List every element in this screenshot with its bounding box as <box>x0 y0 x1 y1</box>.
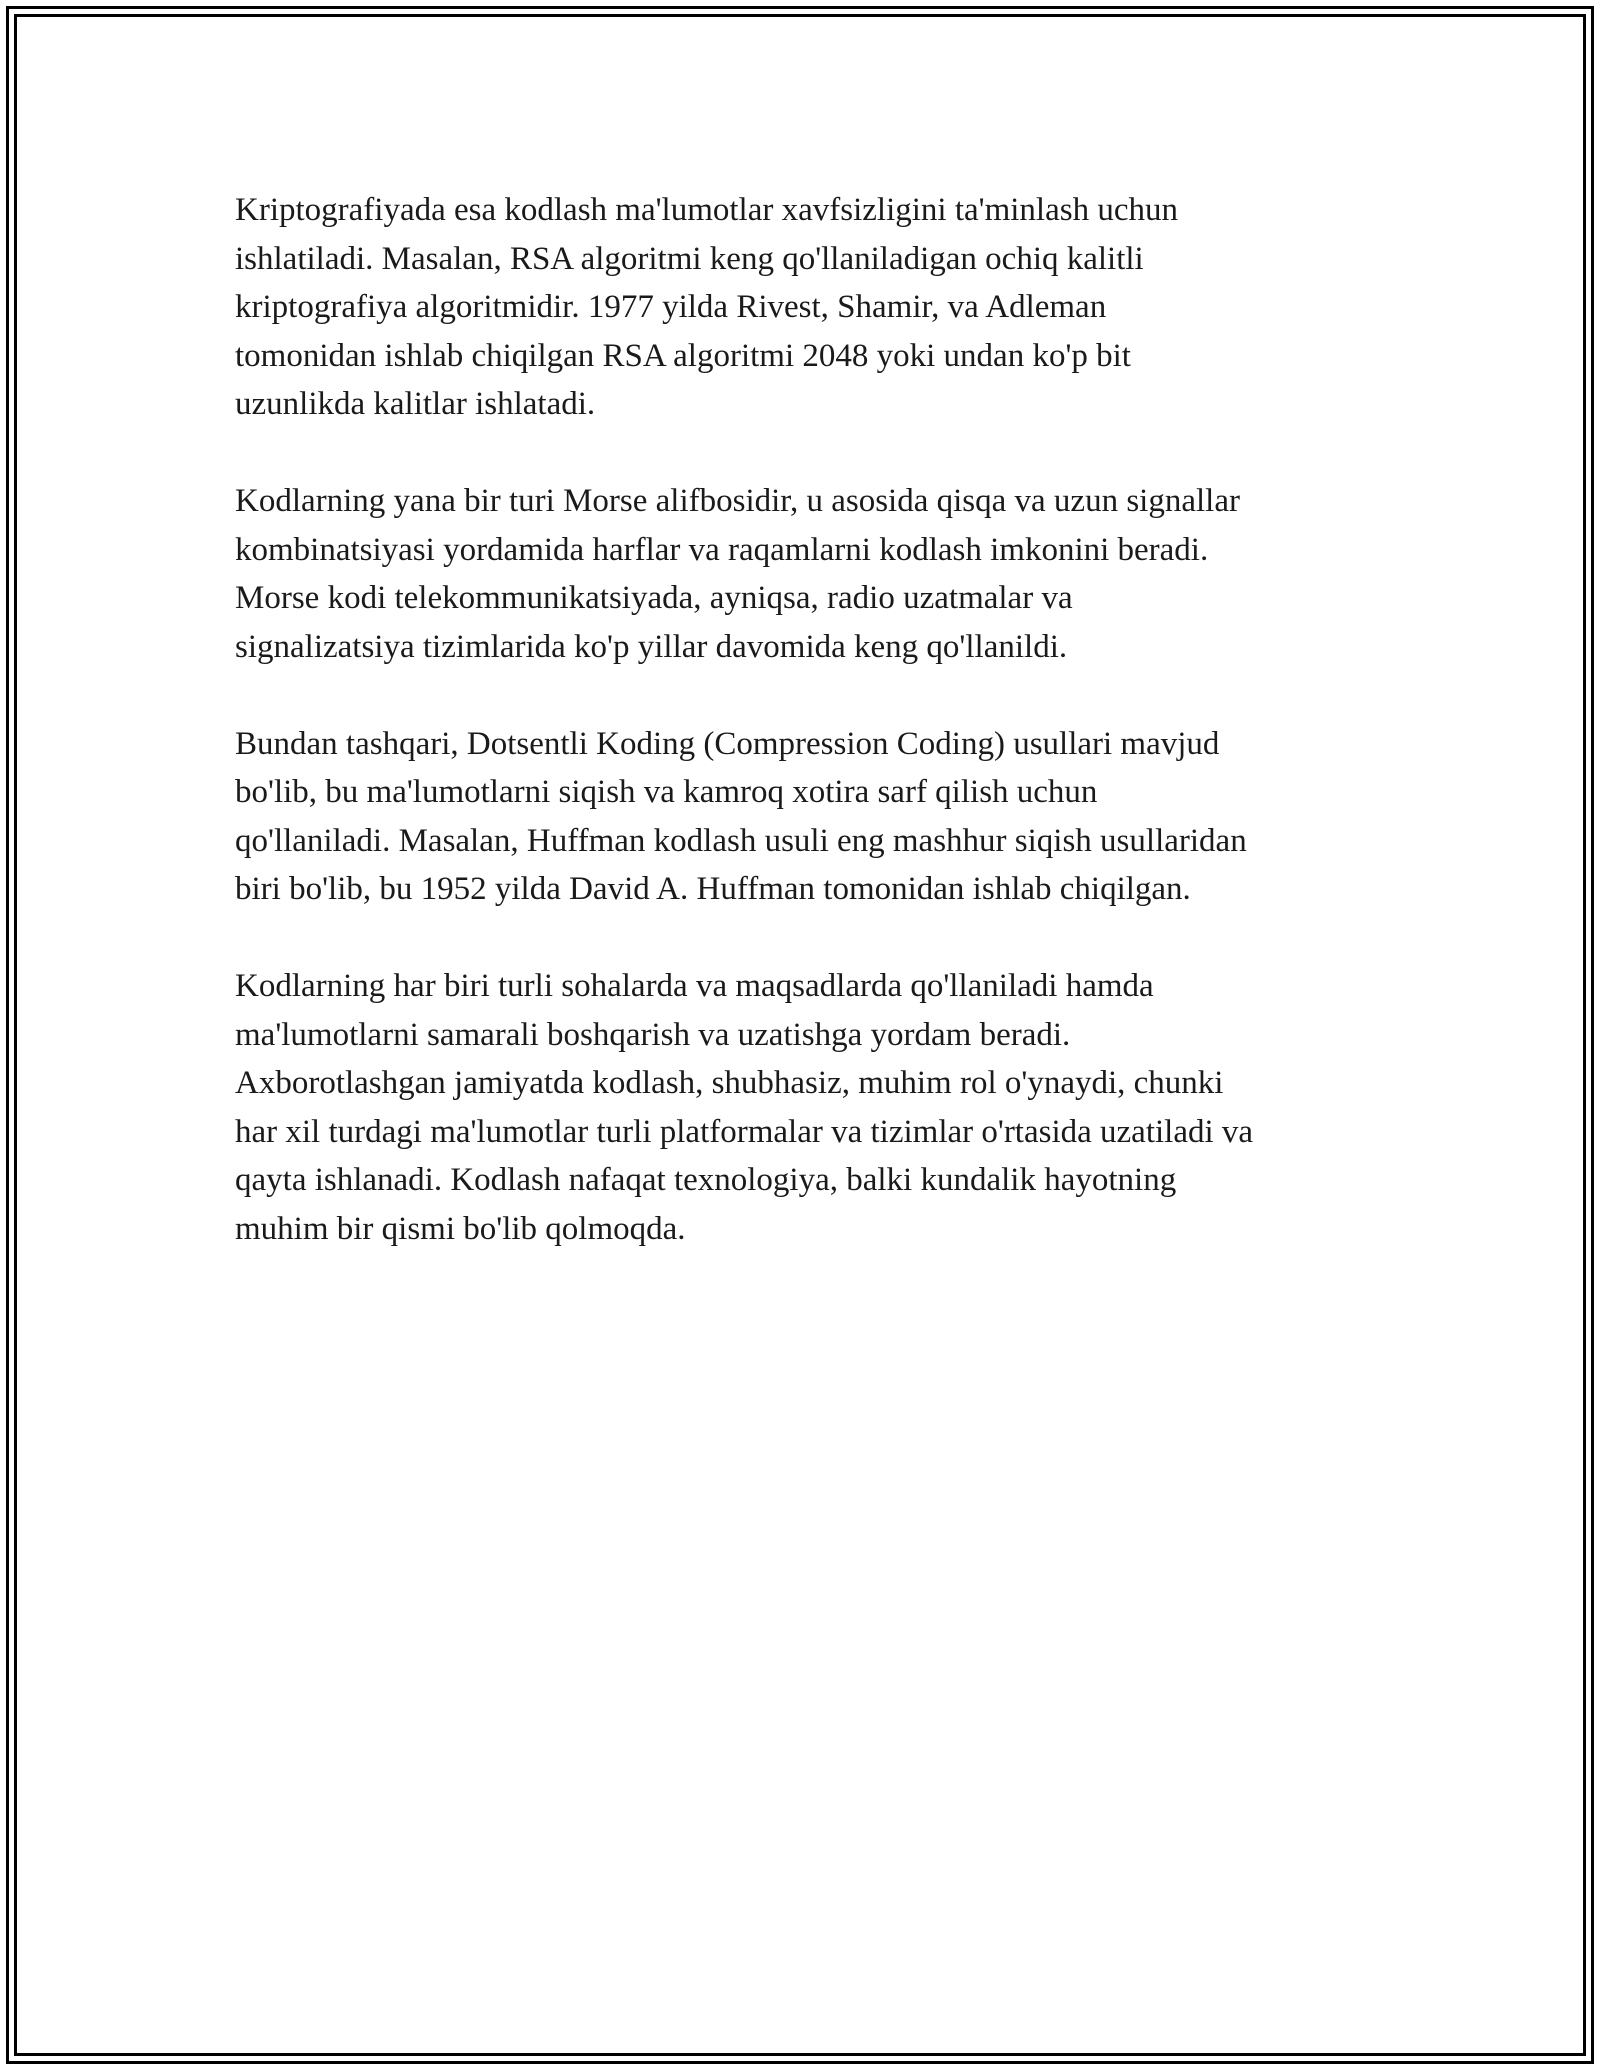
paragraph-cryptography <box>235 186 1385 429</box>
paragraph-compression <box>235 720 1385 914</box>
text-line: biri bo'lib, bu 1952 yilda David A. Huffman tomonidan ishlab chiqilgan. <box>235 871 1191 907</box>
text-line: Kriptografiyada esa kodlash ma'lumotlar xavfsizligini ta'minlash uchun <box>235 192 1178 228</box>
text-line: Morse kodi telekommunikatsiyada, ayniqsa, radio uzatmalar va <box>235 580 1073 616</box>
text-line: qayta ishlanadi. Kodlash nafaqat texnologiya, balki kundalik hayotning <box>235 1162 1177 1198</box>
text-line: ishlatiladi. Masalan, RSA algoritmi keng qo'llaniladigan ochiq kalitli <box>235 240 1144 277</box>
text-line: Kodlarning har biri turli sohalarda va maqsadlarda qo'llaniladi hamda <box>235 968 1154 1004</box>
text-line: Kodlarning yana bir turi Morse alifbosidir, u asosida qisqa va uzun signallar <box>235 483 1240 519</box>
paragraph-conclusion <box>235 962 1385 1253</box>
paragraph-morse <box>235 477 1385 671</box>
text-line: bo'lib, bu ma'lumotlarni siqish va kamroq xotira sarf qilish uchun <box>235 774 1098 810</box>
text-line: Axborotlashgan jamiyatda kodlash, shubhasiz, muhim rol o'ynaydi, chunki <box>235 1065 1224 1101</box>
text-line: tomonidan ishlab chiqilgan RSA algoritmi 2048 yoki undan ko'p bit <box>235 337 1131 374</box>
text-line: uzunlikda kalitlar ishlatadi. <box>235 386 596 422</box>
text-line: Bundan tashqari, Dotsentli Koding (Compression Coding) usullari mavjud <box>235 725 1220 762</box>
text-line: signalizatsiya tizimlarida ko'p yillar davomida keng qo'llanildi. <box>235 628 1068 665</box>
text-line: qo'llaniladi. Masalan, Huffman kodlash usuli eng mashhur siqish usullaridan <box>235 822 1247 859</box>
document-body <box>235 186 1385 1302</box>
text-line: ma'lumotlarni samarali boshqarish va uzatishga yordam beradi. <box>235 1016 1071 1053</box>
text-line: kriptografiya algoritmidir. 1977 yilda Rivest, Shamir, va Adleman <box>235 289 1107 325</box>
text-line: har xil turdagi ma'lumotlar turli platformalar va tizimlar o'rtasida uzatiladi va <box>235 1113 1254 1150</box>
text-line: muhim bir qismi bo'lib qolmoqda. <box>235 1210 686 1247</box>
text-line: kombinatsiyasi yordamida harflar va raqamlarni kodlash imkonini beradi. <box>235 531 1209 568</box>
